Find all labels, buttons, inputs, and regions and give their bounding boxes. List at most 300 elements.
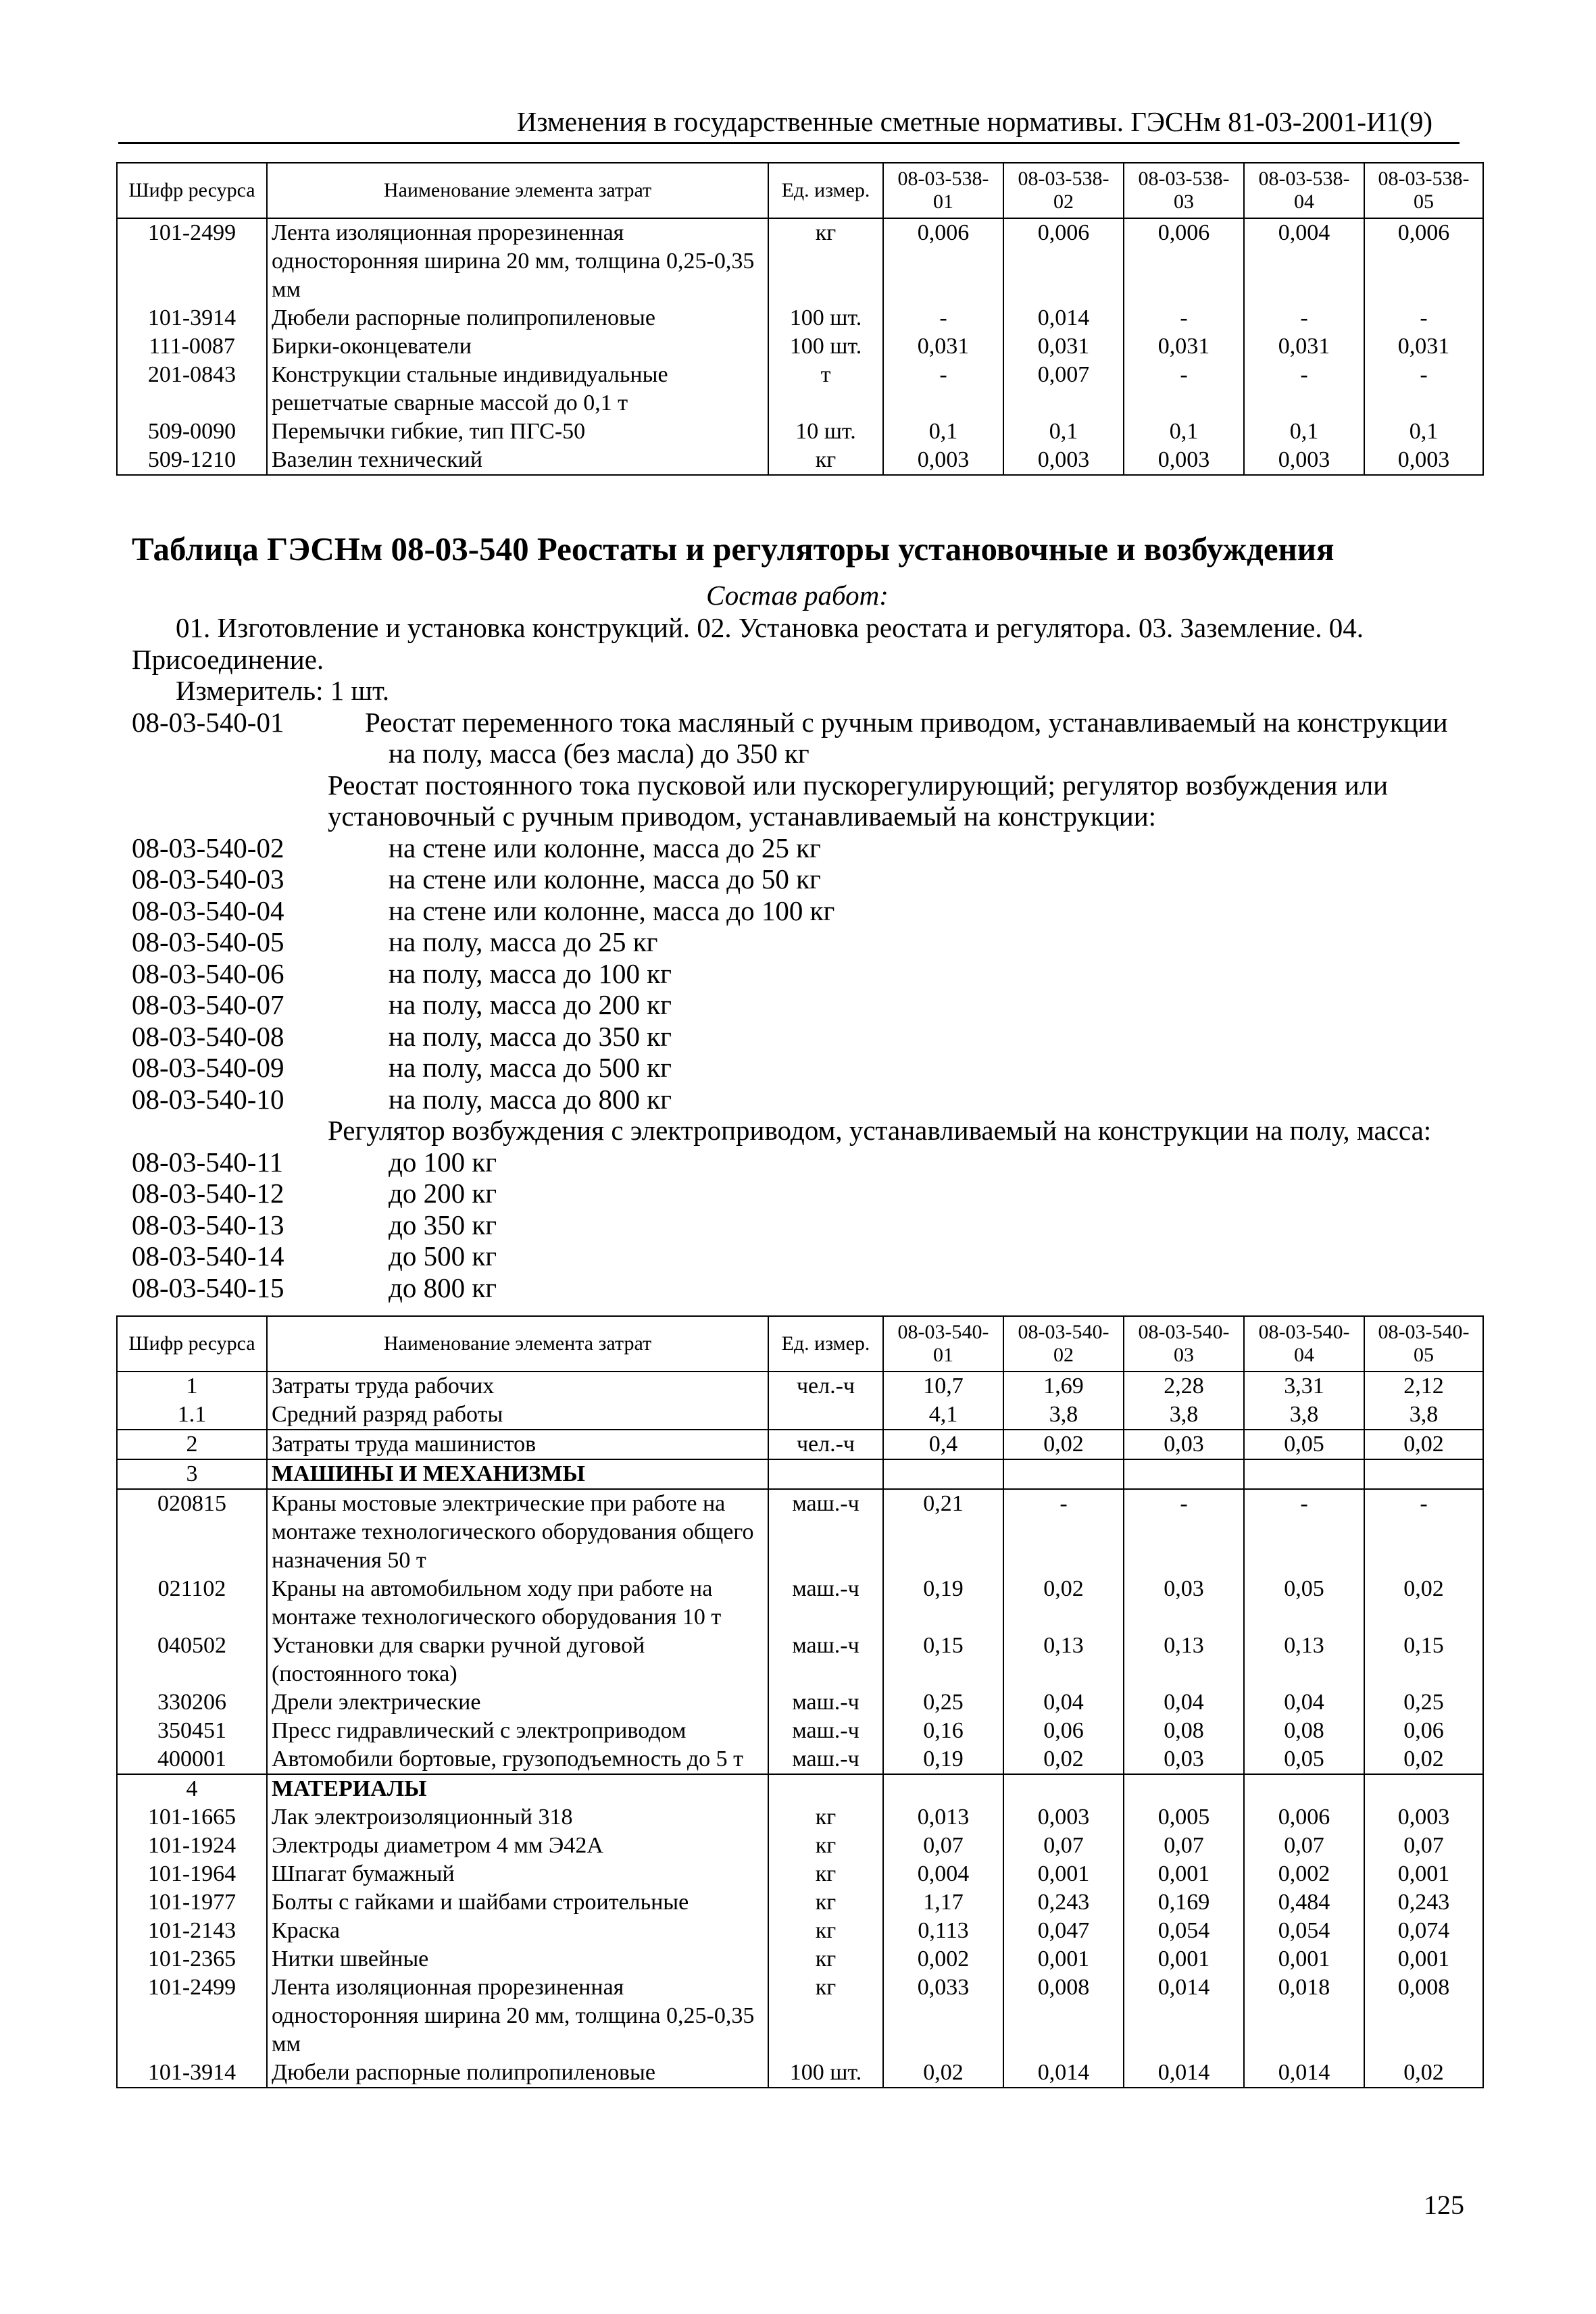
spec-desc: до 100 кг xyxy=(389,1146,497,1178)
header-name: Наименование элемента затрат xyxy=(267,1316,768,1372)
resource-unit: кг xyxy=(768,1860,883,1888)
spec-desc: на полу, масса до 500 кг xyxy=(389,1052,672,1083)
resource-name: Краны на автомобильном ходу при работе на монтаже технологического оборудования 10 т xyxy=(267,1575,768,1632)
resource-value: 0,003 xyxy=(1003,446,1124,475)
spec-code: 08-03-540-11 xyxy=(132,1146,283,1178)
resource-value: 0,169 xyxy=(1124,1888,1244,1917)
table-row xyxy=(117,1575,1483,1632)
resource-unit: 100 шт. xyxy=(768,332,883,361)
resource-table-538 xyxy=(116,162,1484,476)
resource-unit: маш.-ч xyxy=(768,1489,883,1575)
resource-value: 0,02 xyxy=(1364,1430,1483,1459)
resource-value: 0,13 xyxy=(1124,1632,1244,1688)
resource-code: 020815 xyxy=(117,1489,267,1575)
table-row xyxy=(117,304,1483,332)
spec-desc: на полу, масса до 200 кг xyxy=(389,989,672,1020)
work-line xyxy=(132,612,1476,644)
resource-value: 0,006 xyxy=(1244,1803,1364,1832)
running-header-text: Изменения в государственные сметные нормативы. ГЭСНм 81-03-2001-И1(9) xyxy=(516,106,1432,137)
resource-unit xyxy=(768,1459,883,1489)
page-number: 125 xyxy=(1424,2190,1464,2220)
spec-item xyxy=(132,1052,1476,1084)
resource-value: 1,69 xyxy=(1003,1372,1124,1401)
resource-value: 0,1 xyxy=(1244,418,1364,446)
group-heading xyxy=(132,801,1476,832)
spec-code: 08-03-540-01 xyxy=(132,706,284,738)
resource-value: 0,003 xyxy=(1244,446,1364,475)
table-row xyxy=(117,1860,1483,1888)
resource-value: 0,04 xyxy=(1003,1688,1124,1717)
spec-item xyxy=(132,1147,1476,1178)
work-line-text: 01. Изготовление и установка конструкций. 02. Установка реостата и регулятора. 03. Заземление. 04. xyxy=(176,612,1364,643)
resource-value: 0,001 xyxy=(1124,1860,1244,1888)
resource-value: 0,047 xyxy=(1003,1917,1124,1945)
group-heading xyxy=(132,1115,1476,1147)
spec-item xyxy=(132,1209,1476,1241)
resource-value: 0,014 xyxy=(1003,304,1124,332)
resource-unit: 100 шт. xyxy=(768,2059,883,2088)
resource-value: 0,16 xyxy=(883,1717,1003,1745)
resource-value: 0,07 xyxy=(1364,1832,1483,1860)
resource-code: 021102 xyxy=(117,1575,267,1632)
spec-desc: на полу, масса до 100 кг xyxy=(389,957,672,989)
resource-name: Дрели электрические xyxy=(267,1688,768,1717)
resource-value: - xyxy=(1244,304,1364,332)
meter-line xyxy=(132,675,1476,707)
resource-value: 0,031 xyxy=(1244,332,1364,361)
header-col: 08-03-540-02 xyxy=(1003,1316,1124,1372)
resource-unit xyxy=(768,1774,883,1803)
resource-value xyxy=(1003,1774,1124,1803)
resource-name: Дюбели распорные полипропиленовые xyxy=(267,304,768,332)
spec-code: 08-03-540-08 xyxy=(132,1020,284,1052)
resource-unit: кг xyxy=(768,1945,883,1973)
resource-code: 040502 xyxy=(117,1632,267,1688)
resource-value: 3,8 xyxy=(1364,1401,1483,1430)
spec-code: 08-03-540-05 xyxy=(132,926,284,957)
resource-code: 101-1977 xyxy=(117,1888,267,1917)
table-row xyxy=(117,1372,1483,1401)
resource-unit: маш.-ч xyxy=(768,1575,883,1632)
table-row xyxy=(117,1945,1483,1973)
spec-code: 08-03-540-04 xyxy=(132,895,284,926)
work-composition xyxy=(132,612,1476,1303)
resource-value: 0,02 xyxy=(1364,1575,1483,1632)
resource-name: Пресс гидравлический с электроприводом xyxy=(267,1717,768,1745)
resource-value: 0,04 xyxy=(1244,1688,1364,1717)
resource-value: 0,02 xyxy=(1364,2059,1483,2088)
spec-item xyxy=(132,989,1476,1021)
resource-value: 0,031 xyxy=(1364,332,1483,361)
resource-value: 0,13 xyxy=(1003,1632,1124,1688)
resource-unit: кг xyxy=(768,446,883,475)
spec-desc: Реостат переменного тока масляный с ручным приводом, устанавливаемый на конструкции xyxy=(365,706,1448,738)
resource-code: 400001 xyxy=(117,1745,267,1774)
resource-value xyxy=(1003,1459,1124,1489)
resource-code: 101-3914 xyxy=(117,304,267,332)
resource-value: 0,06 xyxy=(1003,1717,1124,1745)
resource-name: Шпагат бумажный xyxy=(267,1860,768,1888)
header-col: 08-03-540-03 xyxy=(1124,1316,1244,1372)
header-col: 08-03-538-02 xyxy=(1003,163,1124,218)
spec-desc: до 500 кг xyxy=(389,1240,497,1272)
table-row xyxy=(117,1888,1483,1917)
resource-value: 0,054 xyxy=(1244,1917,1364,1945)
resource-value xyxy=(883,1774,1003,1803)
spec-item xyxy=(132,926,1476,958)
resource-name: Перемычки гибкие, тип ПГС-50 xyxy=(267,418,768,446)
resource-name: МАШИНЫ И МЕХАНИЗМЫ xyxy=(267,1459,768,1489)
resource-value: 0,113 xyxy=(883,1917,1003,1945)
spec-code: 08-03-540-15 xyxy=(132,1272,284,1303)
resource-name: Болты с гайками и шайбами строительные xyxy=(267,1888,768,1917)
resource-value: 0,001 xyxy=(1364,1945,1483,1973)
resource-value: 0,003 xyxy=(1003,1803,1124,1832)
resource-name: Лента изоляционная прорезиненная односторонняя ширина 20 мм, толщина 0,25-0,35 мм xyxy=(267,218,768,304)
table-row xyxy=(117,418,1483,446)
header-name: Наименование элемента затрат xyxy=(267,163,768,218)
spec-code: 08-03-540-14 xyxy=(132,1240,284,1272)
resource-value: 3,8 xyxy=(1124,1401,1244,1430)
resource-value: 0,003 xyxy=(883,446,1003,475)
resource-code: 350451 xyxy=(117,1717,267,1745)
resource-unit xyxy=(768,1401,883,1430)
table-row xyxy=(117,1745,1483,1774)
resource-name: Лента изоляционная прорезиненная односторонняя ширина 20 мм, толщина 0,25-0,35 мм xyxy=(267,1973,768,2059)
resource-code: 201-0843 xyxy=(117,361,267,418)
resource-unit: кг xyxy=(768,1803,883,1832)
resource-code: 4 xyxy=(117,1774,267,1803)
spec-desc: на стене или колонне, масса до 100 кг xyxy=(389,895,835,926)
table-row xyxy=(117,332,1483,361)
resource-value: 0,25 xyxy=(1364,1688,1483,1717)
group-heading xyxy=(132,770,1476,801)
resource-code: 111-0087 xyxy=(117,332,267,361)
resource-code: 101-2499 xyxy=(117,1973,267,2059)
resource-value: 0,13 xyxy=(1244,1632,1364,1688)
spec-item xyxy=(132,1178,1476,1209)
table-body xyxy=(117,1372,1483,2088)
group-text: Регулятор возбуждения с электроприводом, устанавливаемый на конструкции на полу, масса: xyxy=(328,1115,1432,1146)
header-unit: Ед. измер. xyxy=(768,163,883,218)
resource-value: 1,17 xyxy=(883,1888,1003,1917)
resource-unit: кг xyxy=(768,1888,883,1917)
resource-code: 1.1 xyxy=(117,1401,267,1430)
resource-value: - xyxy=(1364,1489,1483,1575)
resource-value: 0,003 xyxy=(1364,446,1483,475)
resource-code: 101-2143 xyxy=(117,1917,267,1945)
spec-item xyxy=(132,1084,1476,1115)
resource-unit: кг xyxy=(768,1832,883,1860)
resource-value: 0,07 xyxy=(1124,1832,1244,1860)
resource-name: Вазелин технический xyxy=(267,446,768,475)
resource-value xyxy=(883,1459,1003,1489)
resource-unit: чел.-ч xyxy=(768,1430,883,1459)
resource-value: 0,02 xyxy=(1003,1745,1124,1774)
resource-value: 0,018 xyxy=(1244,1973,1364,2059)
resource-value: 0,031 xyxy=(883,332,1003,361)
resource-code: 101-1665 xyxy=(117,1803,267,1832)
resource-value: 0,002 xyxy=(883,1945,1003,1973)
resource-code: 509-1210 xyxy=(117,446,267,475)
header-col: 08-03-538-01 xyxy=(883,163,1003,218)
resource-name: Дюбели распорные полипропиленовые xyxy=(267,2059,768,2088)
table-row xyxy=(117,1917,1483,1945)
spec-desc: на полу, масса до 800 кг xyxy=(389,1083,672,1115)
spec-code: 08-03-540-02 xyxy=(132,832,284,863)
resource-value: 0,02 xyxy=(1003,1430,1124,1459)
resource-value: 0,03 xyxy=(1124,1575,1244,1632)
table-row xyxy=(117,1832,1483,1860)
spec-item xyxy=(132,1240,1476,1272)
resource-name: Установки для сварки ручной дуговой (постоянного тока) xyxy=(267,1632,768,1688)
resource-name: Конструкции стальные индивидуальные решетчатые сварные массой до 0,1 т xyxy=(267,361,768,418)
resource-value: 3,8 xyxy=(1244,1401,1364,1430)
resource-unit: маш.-ч xyxy=(768,1745,883,1774)
resource-value: 0,005 xyxy=(1124,1803,1244,1832)
header-code: Шифр ресурса xyxy=(117,163,267,218)
table-row xyxy=(117,1803,1483,1832)
resource-value: 0,001 xyxy=(1364,1860,1483,1888)
table-row xyxy=(117,2059,1483,2088)
section-title: Таблица ГЭСНм 08-03-540 Реостаты и регуляторы установочные и возбуждения xyxy=(132,530,1335,568)
resource-value: 0,05 xyxy=(1244,1575,1364,1632)
resource-value: 0,001 xyxy=(1244,1945,1364,1973)
work-line xyxy=(132,644,1476,676)
spec-code: 08-03-540-10 xyxy=(132,1083,284,1115)
resource-value xyxy=(1364,1774,1483,1803)
table-row xyxy=(117,1401,1483,1430)
resource-value: 0,08 xyxy=(1244,1717,1364,1745)
resource-value: 0,02 xyxy=(1003,1575,1124,1632)
spec-desc: на полу, масса до 350 кг xyxy=(389,1020,672,1052)
resource-value: 0,243 xyxy=(1364,1888,1483,1917)
resource-code: 3 xyxy=(117,1459,267,1489)
resource-value: - xyxy=(1244,361,1364,418)
resource-value: 0,02 xyxy=(883,2059,1003,2088)
resource-value: 0,04 xyxy=(1124,1688,1244,1717)
group-text: Реостат постоянного тока пусковой или пускорегулирующий; регулятор возбуждения или xyxy=(328,769,1389,801)
resource-value: 0,014 xyxy=(1124,1973,1244,2059)
table-row xyxy=(117,446,1483,475)
resource-value: 0,006 xyxy=(883,218,1003,304)
resource-value: 0,003 xyxy=(1364,1803,1483,1832)
resource-value: 3,8 xyxy=(1003,1401,1124,1430)
resource-value: 0,031 xyxy=(1124,332,1244,361)
resource-value: 0,15 xyxy=(1364,1632,1483,1688)
resource-value: 0,006 xyxy=(1124,218,1244,304)
spec-item xyxy=(132,1021,1476,1053)
resource-value: 0,014 xyxy=(1244,2059,1364,2088)
spec-desc: на стене или колонне, масса до 50 кг xyxy=(389,863,821,895)
resource-value: 0,484 xyxy=(1244,1888,1364,1917)
spec-code: 08-03-540-09 xyxy=(132,1052,284,1083)
table-row xyxy=(117,1717,1483,1745)
spec-desc: на стене или колонне, масса до 25 кг xyxy=(389,832,821,863)
resource-value: 0,004 xyxy=(1244,218,1364,304)
resource-unit: 10 шт. xyxy=(768,418,883,446)
spec-desc: на полу, масса до 25 кг xyxy=(389,926,658,957)
resource-value xyxy=(1364,1459,1483,1489)
header-unit: Ед. измер. xyxy=(768,1316,883,1372)
resource-table-540 xyxy=(116,1315,1484,2088)
resource-name: Затраты труда рабочих xyxy=(267,1372,768,1401)
resource-code: 101-2499 xyxy=(117,218,267,304)
resource-value: 0,054 xyxy=(1124,1917,1244,1945)
resource-code: 509-0090 xyxy=(117,418,267,446)
spec-code: 08-03-540-12 xyxy=(132,1178,284,1209)
meter-text: Измеритель: 1 шт. xyxy=(176,675,390,706)
resource-code: 101-1964 xyxy=(117,1860,267,1888)
resource-value: - xyxy=(883,304,1003,332)
spec-desc: до 200 кг xyxy=(389,1178,497,1209)
spec-item xyxy=(132,707,1476,738)
resource-value: 0,001 xyxy=(1003,1945,1124,1973)
resource-unit: 100 шт. xyxy=(768,304,883,332)
resource-value: 0,1 xyxy=(1124,418,1244,446)
resource-value: 0,15 xyxy=(883,1632,1003,1688)
resource-value: - xyxy=(1124,304,1244,332)
resource-code: 330206 xyxy=(117,1688,267,1717)
resource-value: 2,28 xyxy=(1124,1372,1244,1401)
spec-item xyxy=(132,863,1476,895)
resource-value: 0,07 xyxy=(883,1832,1003,1860)
spec-code: 08-03-540-13 xyxy=(132,1209,284,1240)
spec-item xyxy=(132,832,1476,864)
table-row xyxy=(117,1973,1483,2059)
resource-value: 0,06 xyxy=(1364,1717,1483,1745)
spec-desc: до 800 кг xyxy=(389,1272,497,1303)
resource-value: 0,008 xyxy=(1364,1973,1483,2059)
resource-value: 0,19 xyxy=(883,1575,1003,1632)
header-col: 08-03-540-01 xyxy=(883,1316,1003,1372)
resource-value: 0,031 xyxy=(1003,332,1124,361)
spec-item xyxy=(132,895,1476,927)
resource-value: 4,1 xyxy=(883,1401,1003,1430)
resource-unit: маш.-ч xyxy=(768,1688,883,1717)
table-row xyxy=(117,1489,1483,1575)
spec-items-group1 xyxy=(132,832,1476,1115)
table-body xyxy=(117,218,1483,475)
resource-value xyxy=(1244,1459,1364,1489)
spec-item xyxy=(132,958,1476,990)
running-header xyxy=(118,101,1460,144)
header-col: 08-03-540-05 xyxy=(1364,1316,1483,1372)
table-row xyxy=(117,1430,1483,1459)
resource-name: Затраты труда машинистов xyxy=(267,1430,768,1459)
resource-name: Краны мостовые электрические при работе на монтаже технологического оборудования общего назначения 50 т xyxy=(267,1489,768,1575)
resource-value: 0,25 xyxy=(883,1688,1003,1717)
resource-value xyxy=(1124,1774,1244,1803)
resource-value: 0,014 xyxy=(1003,2059,1124,2088)
resource-name: Бирки-оконцеватели xyxy=(267,332,768,361)
resource-name: Краска xyxy=(267,1917,768,1945)
resource-value: 0,008 xyxy=(1003,1973,1124,2059)
resource-value: 0,013 xyxy=(883,1803,1003,1832)
resource-code: 101-2365 xyxy=(117,1945,267,1973)
resource-value: 2,12 xyxy=(1364,1372,1483,1401)
resource-value: 0,006 xyxy=(1003,218,1124,304)
resource-value: 0,03 xyxy=(1124,1430,1244,1459)
spec-item xyxy=(132,1272,1476,1304)
resource-value: 0,05 xyxy=(1244,1745,1364,1774)
resource-value: 0,03 xyxy=(1124,1745,1244,1774)
resource-unit: кг xyxy=(768,1973,883,2059)
resource-value: 0,02 xyxy=(1364,1745,1483,1774)
resource-name: МАТЕРИАЛЫ xyxy=(267,1774,768,1803)
resource-unit: т xyxy=(768,361,883,418)
spec-items-group2 xyxy=(132,1147,1476,1304)
resource-unit: маш.-ч xyxy=(768,1632,883,1688)
resource-value xyxy=(1124,1459,1244,1489)
resource-value xyxy=(1244,1774,1364,1803)
header-col: 08-03-538-04 xyxy=(1244,163,1364,218)
spec-item-cont xyxy=(132,738,1476,770)
resource-value: 0,001 xyxy=(1124,1945,1244,1973)
resource-value: - xyxy=(1364,361,1483,418)
table-row xyxy=(117,1688,1483,1717)
resource-value: 0,08 xyxy=(1124,1717,1244,1745)
group-text: установочный с ручным приводом, устанавливаемый на конструкции: xyxy=(328,801,1157,832)
resource-name: Электроды диаметром 4 мм Э42А xyxy=(267,1832,768,1860)
resource-value: 0,007 xyxy=(1003,361,1124,418)
spec-code: 08-03-540-07 xyxy=(132,989,284,1020)
resource-value: 0,002 xyxy=(1244,1860,1364,1888)
table-row xyxy=(117,1774,1483,1803)
spec-code: 08-03-540-06 xyxy=(132,957,284,989)
resource-value: 0,07 xyxy=(1003,1832,1124,1860)
resource-value: - xyxy=(883,361,1003,418)
resource-value: 0,1 xyxy=(1003,418,1124,446)
resource-value: 0,014 xyxy=(1124,2059,1244,2088)
resource-value: 0,1 xyxy=(883,418,1003,446)
resource-value: - xyxy=(1124,1489,1244,1575)
resource-code: 2 xyxy=(117,1430,267,1459)
spec-code: 08-03-540-03 xyxy=(132,863,284,895)
table-row xyxy=(117,361,1483,418)
resource-value: - xyxy=(1364,304,1483,332)
section-subtitle: Состав работ: xyxy=(706,580,889,611)
table-row xyxy=(117,1459,1483,1489)
resource-name: Автомобили бортовые, грузоподъемность до 5 т xyxy=(267,1745,768,1774)
resource-value: - xyxy=(1244,1489,1364,1575)
work-line-text: Присоединение. xyxy=(132,643,324,675)
resource-name: Лак электроизоляционный 318 xyxy=(267,1803,768,1832)
resource-value: 0,4 xyxy=(883,1430,1003,1459)
resource-value: 10,7 xyxy=(883,1372,1003,1401)
resource-code: 1 xyxy=(117,1372,267,1401)
resource-unit: чел.-ч xyxy=(768,1372,883,1401)
resource-unit: кг xyxy=(768,1917,883,1945)
header-col: 08-03-538-05 xyxy=(1364,163,1483,218)
table-row xyxy=(117,1632,1483,1688)
resource-value: 0,004 xyxy=(883,1860,1003,1888)
spec-desc: до 350 кг xyxy=(389,1209,497,1240)
resource-value: 0,006 xyxy=(1364,218,1483,304)
resource-value: 0,07 xyxy=(1244,1832,1364,1860)
spec-desc: на полу, масса (без масла) до 350 кг xyxy=(389,738,809,769)
resource-value: 0,001 xyxy=(1003,1860,1124,1888)
header-col: 08-03-540-04 xyxy=(1244,1316,1364,1372)
resource-name: Нитки швейные xyxy=(267,1945,768,1973)
resource-code: 101-1924 xyxy=(117,1832,267,1860)
resource-code: 101-3914 xyxy=(117,2059,267,2088)
resource-value: 0,003 xyxy=(1124,446,1244,475)
resource-unit: кг xyxy=(768,218,883,304)
table-row xyxy=(117,218,1483,304)
resource-value: - xyxy=(1003,1489,1124,1575)
resource-unit: маш.-ч xyxy=(768,1717,883,1745)
